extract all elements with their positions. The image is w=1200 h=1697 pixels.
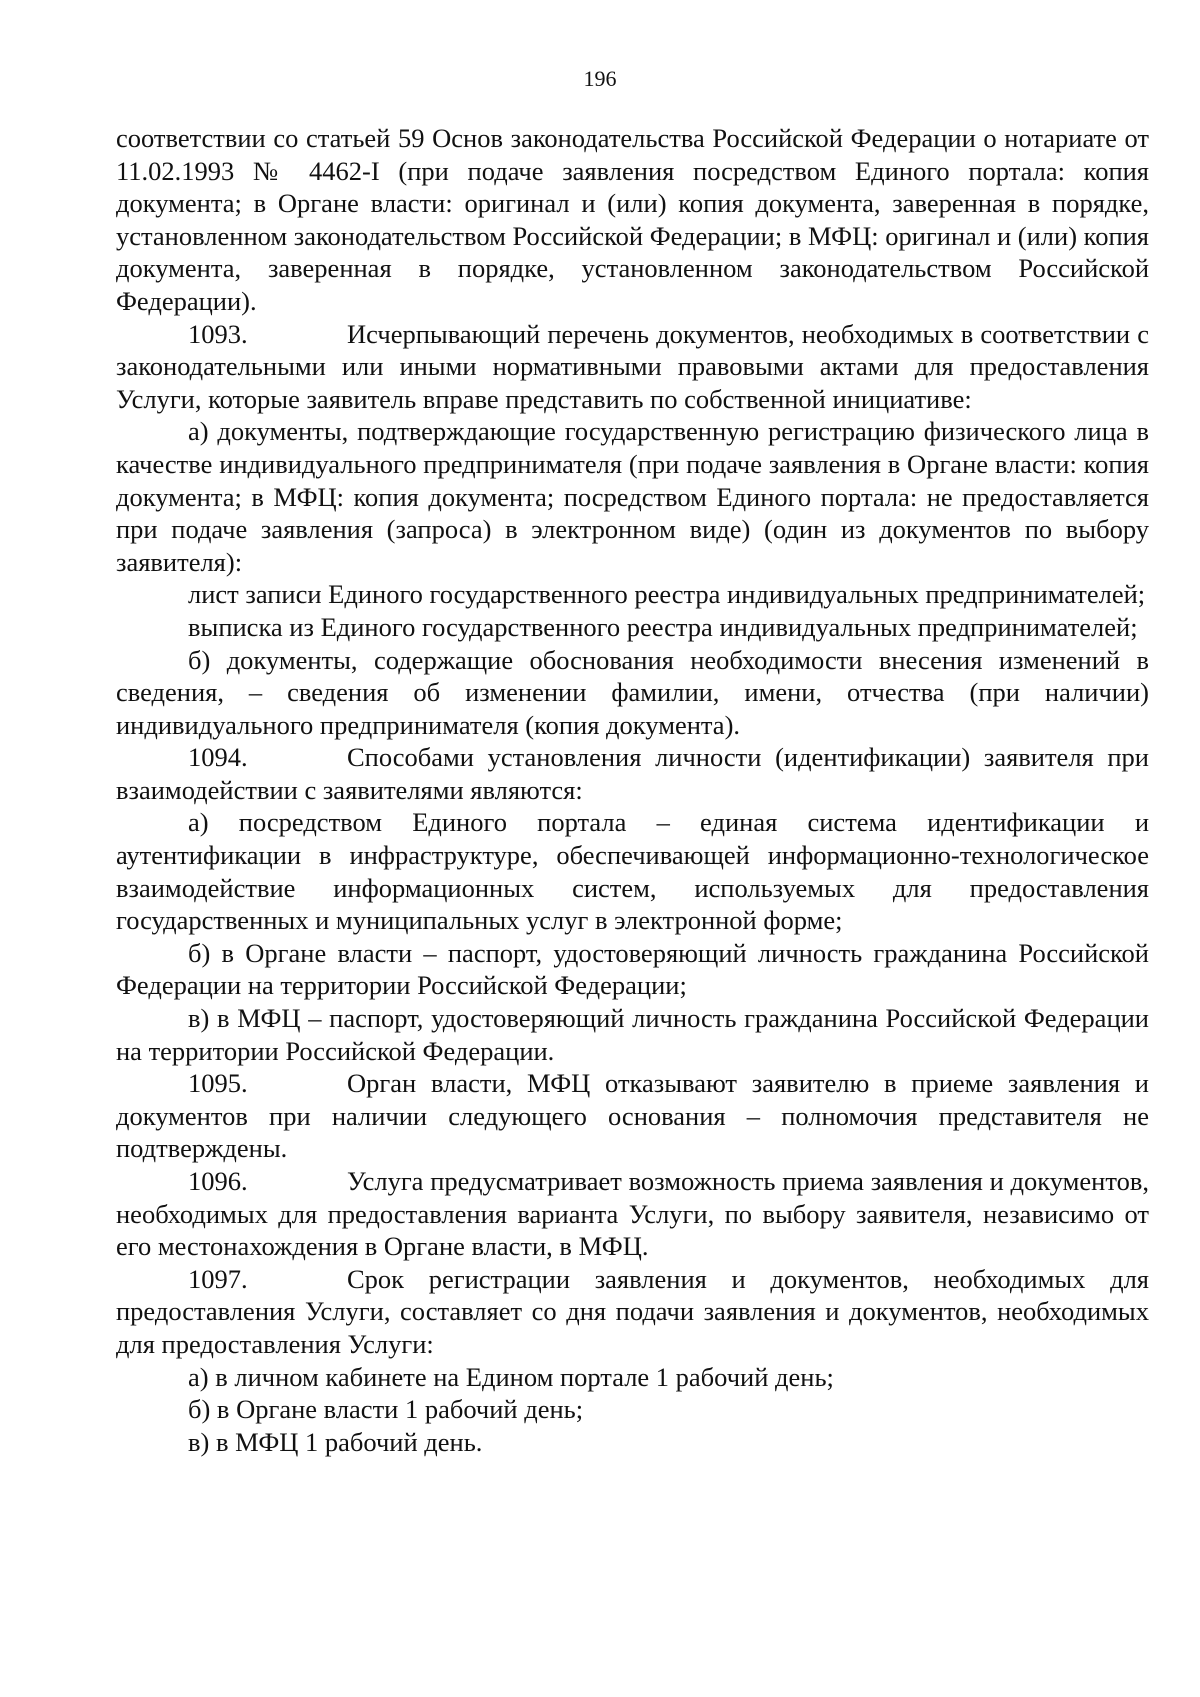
clause-text: Исчерпывающий перечень документов, необходимых в соответствии с законодательными или иными нормативными правовыми актами для предоставления Услуги, которые заявитель вправе представить по собственной инициативе:: [116, 318, 1149, 414]
subclause-b-documents: б) документы, содержащие обоснования необходимости внесения изменений в сведения, – сведения об изменении фамилии, имени, отчества (при наличии) индивидуального предпринимателя (копия документа).: [116, 644, 1149, 740]
subclause-b-authority-term: б) в Органе власти 1 рабочий день;: [188, 1394, 584, 1425]
paragraph-continuation: соответствии со статьей 59 Основ законодательства Российской Федерации о нотариате от 11.02.1993 № 4462-I (при подаче заявления посредством Единого портала: копия документа; в Органе власти: оригинал и (или) копия документа, заверенная в порядке, установленном законодательством Российской Федерации; в МФЦ: оригинал и (или) копия документа, заверенная в порядке, установленном законодательством Российской Федерации).: [116, 123, 1149, 316]
subclause-a-portal: а) посредством Единого портала – единая система идентификации и аутентификации в инфраструктуре, обеспечивающей информационно-технологическое взаимодействие информационных систем, используемых для предоставления государственных и муниципальных услуг в электронной форме;: [116, 807, 1149, 936]
list-item-record-sheet: лист записи Единого государственного реестра индивидуальных предпринимателей;: [188, 579, 1146, 610]
clause-text: Срок регистрации заявления и документов, необходимых для предоставления Услуги, составляет со дня подачи заявления и документов, необходимых для предоставления Услуги:: [116, 1263, 1149, 1359]
clause-1096: [116, 1165, 1149, 1263]
clause-1094: [116, 741, 1149, 806]
subclause-a-documents: а) документы, подтверждающие государственную регистрацию физического лица в качестве индивидуального предпринимателя (при подаче заявления в Органе власти: копия документа; в МФЦ: копия документа; посредством Единого портала: не предоставляется при подаче заявления (запроса) в электронном виде) (один из документов по выбору заявителя):: [116, 416, 1149, 577]
clause-number: 1095.: [188, 1068, 248, 1099]
clause-text: Способами установления личности (идентификации) заявителя при взаимодействии с заявителями являются:: [116, 742, 1149, 805]
subclause-c-mfc: в) в МФЦ – паспорт, удостоверяющий личность гражданина Российской Федерации на территории Российской Федерации.: [116, 1003, 1149, 1066]
page-number: 196: [583, 66, 617, 91]
clause-1093: [116, 318, 1149, 416]
subclause-b-authority: б) в Органе власти – паспорт, удостоверяющий личность гражданина Российской Федерации на территории Российской Федерации;: [116, 937, 1149, 1001]
subclause-a-personal-account: а) в личном кабинете на Едином портале 1 рабочий день;: [188, 1361, 834, 1392]
clause-number: 1094.: [188, 742, 248, 773]
subclause-c-mfc-term: в) в МФЦ 1 рабочий день.: [188, 1426, 483, 1457]
document-body: [116, 122, 1149, 1458]
clause-number: 1096.: [188, 1166, 248, 1196]
clause-number: 1097.: [188, 1263, 248, 1294]
clause-1097: [116, 1263, 1149, 1361]
clause-text: Услуга предусматривает возможность приема заявления и документов, необходимых для предоставления варианта Услуги, по выбору заявителя, независимо от его местонахождения в Органе власти, в МФЦ.: [116, 1166, 1149, 1262]
clause-text: Орган власти, МФЦ отказывают заявителю в приеме заявления и документов при наличии следующего основания – полномочия представителя не подтверждены.: [116, 1068, 1149, 1164]
clause-number: 1093.: [188, 318, 248, 349]
clause-1095: [116, 1067, 1149, 1165]
list-item-register-extract: выписка из Единого государственного реестра индивидуальных предпринимателей;: [188, 611, 1138, 642]
